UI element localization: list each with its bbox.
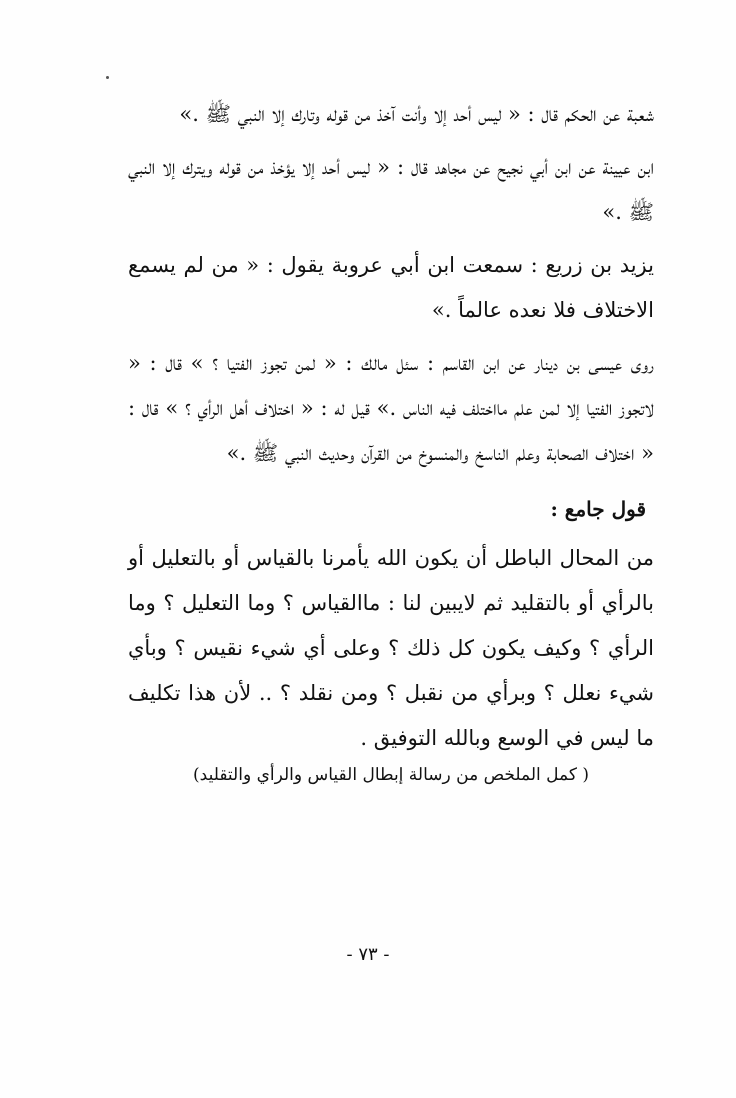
section-heading: قول جامع : bbox=[550, 497, 646, 521]
paragraph-isa-ibn-dinar: روى عيسى بن دينار عن ابن القاسم : سئل مالك : « لمن تجوز الفتيا ؟ » قال : « لاتجوز الفتيا إلا لمن علم مااختلف فيه الناس .» قيل له : « اختلاف أهل الرأي ؟ » قال : « اختلاف الصحابة وعلم الناسخ والمنسوخ من القرآن وحديث النبي ﷺ .» bbox=[128, 351, 654, 465]
page-number: - ٧٣ - bbox=[346, 944, 390, 965]
paragraph-closing: من المحال الباطل أن يكون الله يأمرنا بالقياس أو بالتعليل أو بالرأي أو بالتقليد ثم لايبين لنا : ماالقياس ؟ وما التعليل ؟ وما الرأي ؟ وكيف يكون كل ذلك ؟ وعلى أي شيء نقيس ؟ وبأي شيء نعلل ؟ وبرأي من نقبل ؟ ومن نقلد ؟ .. لأن هذا تكليف ما ليس في الوسع وبالله التوفيق . bbox=[128, 546, 654, 750]
text-body bbox=[128, 92, 654, 789]
scan-speck bbox=[106, 76, 109, 79]
paragraph-shuba: شعبة عن الحكم قال : « ليس أحد إلا وأنت آخذ من قوله وتارك إلا النبي ﷺ .» bbox=[179, 102, 654, 126]
source-note: ( كمل الملخص من رسالة إبطال القياس والرأي والتقليد) bbox=[193, 765, 589, 785]
paragraph-ibn-uyayna: ابن عيينة عن ابن أبي نجيح عن مجاهد قال : « ليس أحد إلا يؤخذ من قوله ويترك إلا النبي ﷺ .» bbox=[128, 155, 654, 224]
paragraph-yazid: يزيد بن زريع : سمعت ابن أبي عروبة يقول : « من لم يسمع الاختلاف فلا نعده عالماً .» bbox=[128, 253, 654, 322]
